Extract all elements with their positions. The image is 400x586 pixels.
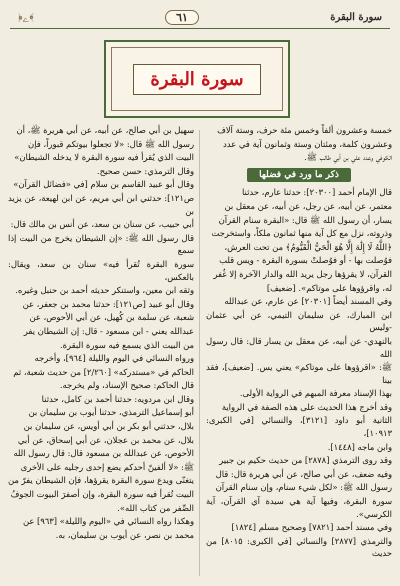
- text-line: وقال أبو عبيد [ص١٢١]: حدثنا محمد بن جعفر، عن: [22, 298, 194, 309]
- text-line: محمد بن نصر، عن أيوب بن سليمان، به.: [55, 529, 194, 540]
- text-line: وقال ابن مردويه: حدثنا أحمد بن كامل، حدثنا: [41, 393, 194, 404]
- text-line: سورة البقرة، وفيها آية هي سيدة آي القرآن، آية الكرسي».: [206, 496, 392, 519]
- surah-title-box: [133, 64, 260, 95]
- surah-title-inner-frame: [111, 47, 283, 111]
- text-line: وعشرون كلمة، ومئتان وستة وثمانون آية في عدد: [223, 138, 392, 149]
- text-line: رسول الله ﷺ: «لكل شيء سنام، وإن سنام القرآن: [215, 482, 392, 493]
- text-line: خمسة وعشرون ألفاً وخمس مئة حرف، وستة آلاف: [217, 125, 392, 135]
- page-header: [10, 6, 390, 29]
- text-line: بلال، حدثني أبو بكر بن أبي أويس، عن سليمان بن: [23, 421, 194, 432]
- surah-title: سورة البقرة: [150, 68, 244, 90]
- text-line: قال الحاكم: صحيح الإسناد، ولم يخرجه.: [59, 380, 194, 391]
- text-line: القرآن، لا يقرؤها رجل يريد الله والدار الآخرة إلا غُفر: [213, 268, 392, 279]
- text-line: وثقه ابن معين، واستنكر حديثه أحمد بن حنبل وغيره.: [15, 285, 194, 296]
- text-line: رسول الله ﷺ قال: «لا تجعلوا بيوتكم قبوراً، فإن: [28, 138, 194, 149]
- text-line: الصِّفر من كتاب الله».: [117, 502, 194, 513]
- text-line: وذروته، نزل مع كل آية منها ثمانون ملكاً، واستخرجت: [211, 228, 392, 239]
- text-line: عبدالله يعني - ابن مسعود - قال: إن الشيطان يفر: [23, 325, 194, 336]
- text-line: وقال أبو عبيد القاسم بن سلام [في «فضائل القرآن»: [13, 179, 194, 190]
- text-line: الثانية أبو داود [٣١٢١]، والنسائي [في الكبرى: ١٠٩١٣]،: [206, 415, 392, 439]
- text-line: من البيت الذي يسمع فيه سورة البقرة.: [59, 339, 194, 350]
- text-line: الكوفي وعدد علي بن أبي طالب ﷺ.: [304, 152, 392, 163]
- header-title: سورة البقرة: [330, 11, 382, 23]
- right-column: [206, 124, 392, 580]
- text-line: وفي مسند أحمد [٧٨٢١] وصحيح مسلم [١٨٢٤]: [231, 522, 392, 533]
- text-line: ﴿اللَّهُ لَا إِلَٰهَ إِلَّا هُوَ الْحَيُّ الْقَيُّومُ﴾ من تحت العرش،: [224, 241, 392, 252]
- text-line: أبي حبيب، عن سنان بن سعد، عن أنس بن مالك قال:: [10, 219, 194, 230]
- text-line: البيت تُقرأ فيه سورة البقرة، وإن أصفرَ البيوت الجوفُ: [10, 489, 194, 500]
- left-column: [8, 124, 194, 580]
- text-line: وقد روى الترمذي [٢٨٧٨] من حديث حكيم بن جبير: [219, 455, 392, 466]
- text-line: وهكذا رواه النسائي في «اليوم والليلة» [٩٦٣] عن: [22, 516, 194, 527]
- section-heading: [206, 168, 392, 183]
- text-line: وقد أخرج هذا الحديث على هذه الصفة في الرواية: [221, 401, 392, 412]
- text-line: يسار، أن رسول الله ﷺ قال: «البقرة سنام القرآن: [218, 214, 392, 225]
- text-line: معتمر، عن أبيه، عن رجل، عن أبيه، عن معقل بن: [224, 200, 392, 211]
- text-line: له، واقرؤوها على موتاكم». [ضعيف]: [266, 282, 392, 293]
- text-line: بهذا الإسناد معرفة المبهم في الرواية الأولى.: [239, 388, 392, 399]
- text-line: سهيل بن أبي صالح، عن أبيه، عن أبي هريرة ﷺ، أن: [16, 125, 194, 135]
- text-columns: [8, 124, 392, 580]
- text-line: قال رسول الله ﷺ: «إن الشيطان يخرج من البيت إذا سمع: [8, 232, 194, 256]
- text-line: سورة البقرة تُقرأ فيه» سنان بن سعد، ويقال: بالعكس،: [8, 258, 194, 282]
- text-line: الحاكم في «مستدركه» [٢/٢٦٠] من حديث شعبة، ثم: [13, 366, 194, 377]
- text-line: شعبة، عن سلمة بن كُهيل، عن أبي الأحوص، عن: [29, 312, 194, 323]
- text-line: بلال، عن محمد بن عجلان، عن أبي إسحاق، عن أبي: [17, 434, 194, 445]
- text-line: ابن المبارك، عن سليمان التيمي، عن أبي عثمان -وليس: [206, 309, 392, 333]
- section-heading-label: ذكر ما ورد في فضلها: [247, 168, 351, 183]
- page-number: ٦١: [165, 10, 199, 25]
- text-line: ﷺ: «لا ألفينّ أحدكم يضع إحدى رجليه على الأخرى: [20, 461, 194, 472]
- text-line: وفيه ضعف، عن أبي صالح، عن أبي هريرة قال: قال: [215, 468, 392, 479]
- text-line: وقال الترمذي: حسن صحيح.: [96, 165, 194, 176]
- surah-title-frame: [104, 40, 290, 118]
- header-ornament: ﴾ﮮ﴿: [18, 11, 34, 23]
- text-line: والترمذي [٢٨٧٧] والنسائي [في الكبرى: ٨٠١٥] من حديث: [206, 535, 392, 559]
- text-line: قال الإمام أحمد [٢٠٣٠٠]: حدثنا عارم، حدثنا: [242, 187, 392, 198]
- text-line: ص١٢١]: حدثني ابن أبي مريم، عن ابن لهيعة، عن يزيد بن: [8, 192, 194, 216]
- text-line: بالنهدي- عن أبيه، عن معقل بن يسار قال: قال رسول الله: [206, 335, 392, 359]
- text-line: ﷺ: «اقرؤوها على موتاكم» يعني يس. [ضعيف]، فقد بينا: [206, 362, 392, 385]
- text-line: وابن ماجه [١٤٤٨].: [327, 441, 392, 452]
- text-line: ورواه النسائي في اليوم والليلة [٩٦٤]، وأخرجه: [34, 353, 194, 364]
- text-line: الأحوص، عن عبدالله بن مسعود قال: قال رسول الله: [13, 448, 194, 459]
- text-line: وفي المسند أيضاً [٢٠٣٠١] عن عارم، عن عبدالله: [224, 296, 392, 307]
- text-line: أبو إسماعيل الترمذي، حدثنا أيوب بن سليمان بن: [28, 407, 194, 418]
- text-line: يتغنّى ويدع سورة البقرة يقرؤها، فإن الشيطان يفرّ من: [8, 475, 194, 486]
- text-line: فوُصلت بها - أو فوُصلتْ بسورة البقرة - ويس قلب: [219, 255, 392, 266]
- text-line: البيت الذي يُقرأ فيه سورة البقرة لا يدخله الشيطان»: [14, 152, 194, 163]
